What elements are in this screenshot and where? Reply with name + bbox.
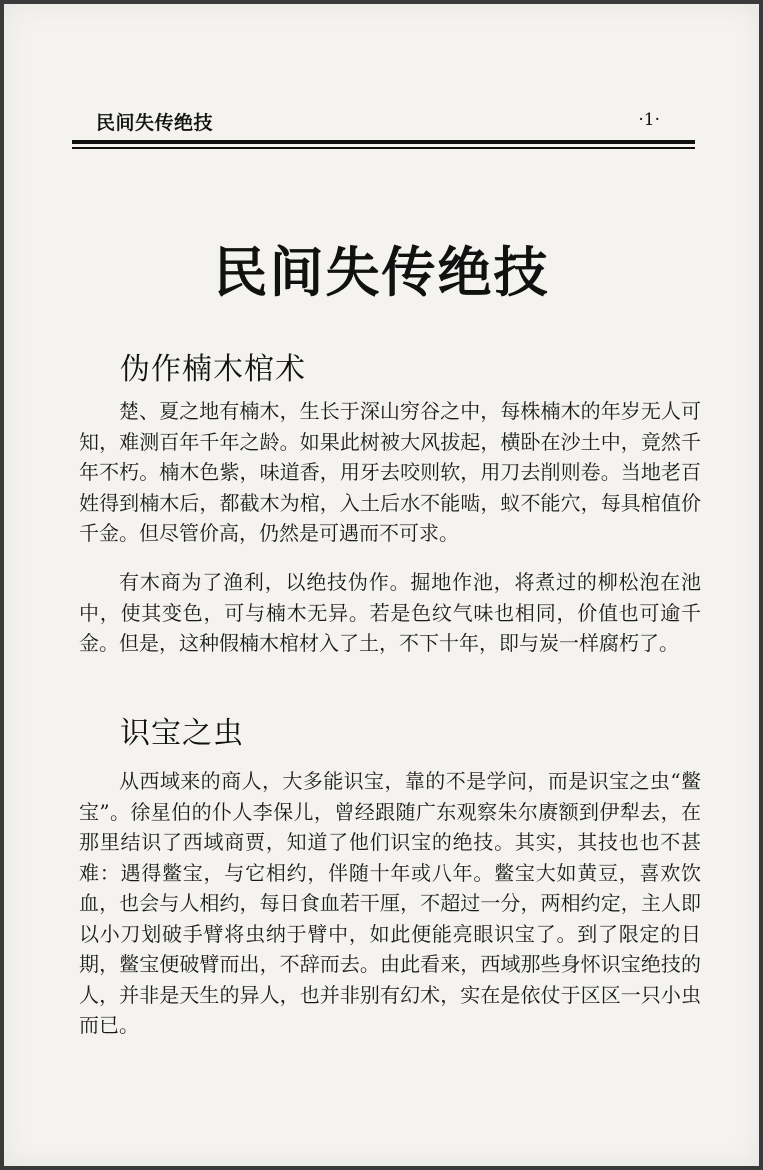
paragraph: 有木商为了渔利，以绝技伪作。掘地作池，将煮过的柳松泡在池中，使其变色，可与楠木无异。若是色纹气味也相同，价值也可逾千金。但是，这种假楠木棺材入了土，不下十年，即与炭一样腐朽了。	[79, 570, 701, 655]
section-title: 识宝之虫	[120, 716, 244, 751]
section-title: 伪作楠木棺术	[120, 352, 306, 387]
paragraph: 从西域来的商人，大多能识宝，靠的不是学问，而是识宝之虫“鳖宝”。徐星伯的仆人李保儿，曾经跟随广东观察朱尔赓额到伊犁去，在那里结识了西域商贾，知道了他们识宝的绝技。其实，其技也也不甚难：遇得鳖宝，与它相约，伴随十年或八年。鳖宝大如黄豆，喜欢饮血，也会与人相约，每日食血若干厘，不超过一分，两相约定，主人即以小刀划破手臂将虫纳于臂中，如此便能亮眼识宝了。到了限定的日期，鳖宝便破臂而出，不辞而去。由此看来，西域那些身怀识宝绝技的人，并非是天生的异人，也并非别有幻术，实在是依仗于区区一只小虫而已。	[79, 769, 701, 1037]
page-number: ·1·	[638, 110, 660, 130]
paragraph: 楚、夏之地有楠木，生长于深山穷谷之中，每株楠木的年岁无人可知，难测百年千年之龄。如果此树被大风拔起，横卧在沙土中，竟然千年不朽。楠木色紫，味道香，用牙去咬则软，用刀去削则卷。当地老百姓得到楠木后，都截木为棺，入土后水不能啮，蚁不能穴，每具棺值价千金。但尽管价高，仍然是可遇而不可求。	[79, 399, 701, 545]
running-header	[96, 108, 696, 138]
header-rule-thin	[72, 147, 695, 149]
chapter-title: 民间失传绝技	[213, 241, 550, 304]
book-page	[4, 4, 759, 1166]
header-rule-thick	[72, 140, 695, 144]
running-header-title: 民间失传绝技	[96, 112, 214, 134]
